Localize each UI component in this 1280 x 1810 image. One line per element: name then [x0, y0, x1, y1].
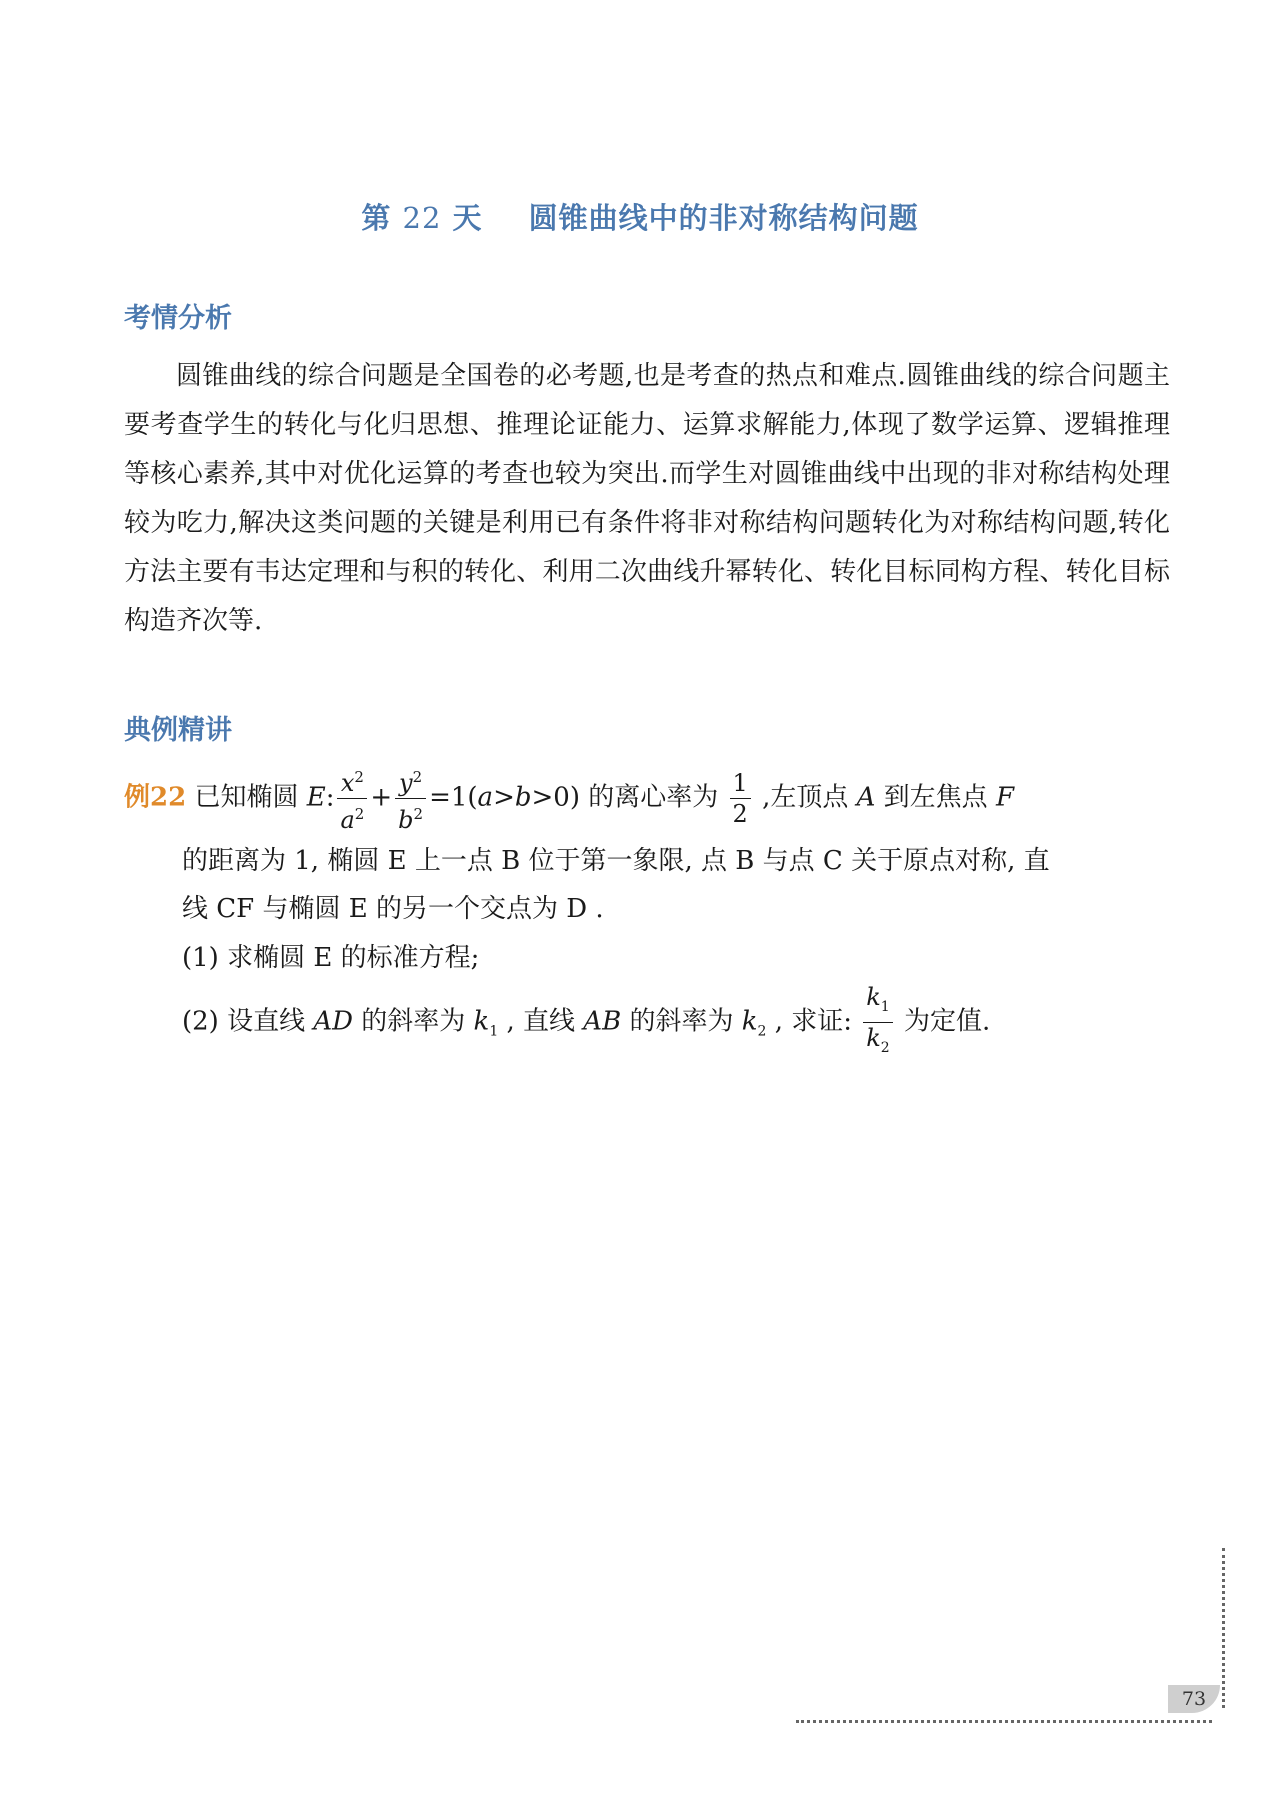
- page-number: 73: [1168, 1685, 1220, 1713]
- example-line-3: 线 CF 与椭圆 E 的另一个交点为 D .: [182, 894, 604, 924]
- page-title: 第 22 天 圆锥曲线中的非对称结构问题: [361, 201, 919, 235]
- question-1: (1) 求椭圆 E 的标准方程;: [182, 943, 480, 973]
- example-line-2: 的距离为 1, 椭圆 E 上一点 B 位于第一象限, 点 B 与点 C 关于原点对称, 直: [182, 846, 1050, 876]
- page-border-dots-vertical: [1222, 1548, 1225, 1708]
- question-2: (2) 设直线 AD 的斜率为 $k_1$ , 直线 AB 的斜率为 $k_2$ , 求证: $\frac{k_1}{k_2}$ 为定值.: [182, 983, 991, 1056]
- section-heading-analysis: 考情分析: [124, 303, 232, 334]
- section-heading-examples: 典例精讲: [124, 715, 232, 746]
- page-border-dots-horizontal: [796, 1720, 1212, 1723]
- analysis-paragraph: 圆锥曲线的综合问题是全国卷的必考题,也是考查的热点和难点.圆锥曲线的综合问题主要考查学生的转化与化归思想、推理论证能力、运算求解能力,体现了数学运算、逻辑推理等核心素养,其中对优化运算的考查也较为突出.而学生对圆锥曲线中出现的非对称结构处理较为吃力,解决这类问题的关键是利用已有条件将非对称结构问题转化为对称结构问题,转化方法主要有韦达定理和与积的转化、利用二次曲线升幂转化、转化目标同构方程、转化目标构造齐次等.: [124, 361, 1170, 636]
- example-tag: 例22: [124, 782, 187, 813]
- example-line-1: 例22 已知椭圆 E: $\frac{x^2}{a^2}$ + $\frac{y^2}{b^2}$ =1(a>b>0) 的离心率为 $\frac{1}{2}$ ,左顶点 A 到左焦点 F: [124, 762, 1174, 835]
